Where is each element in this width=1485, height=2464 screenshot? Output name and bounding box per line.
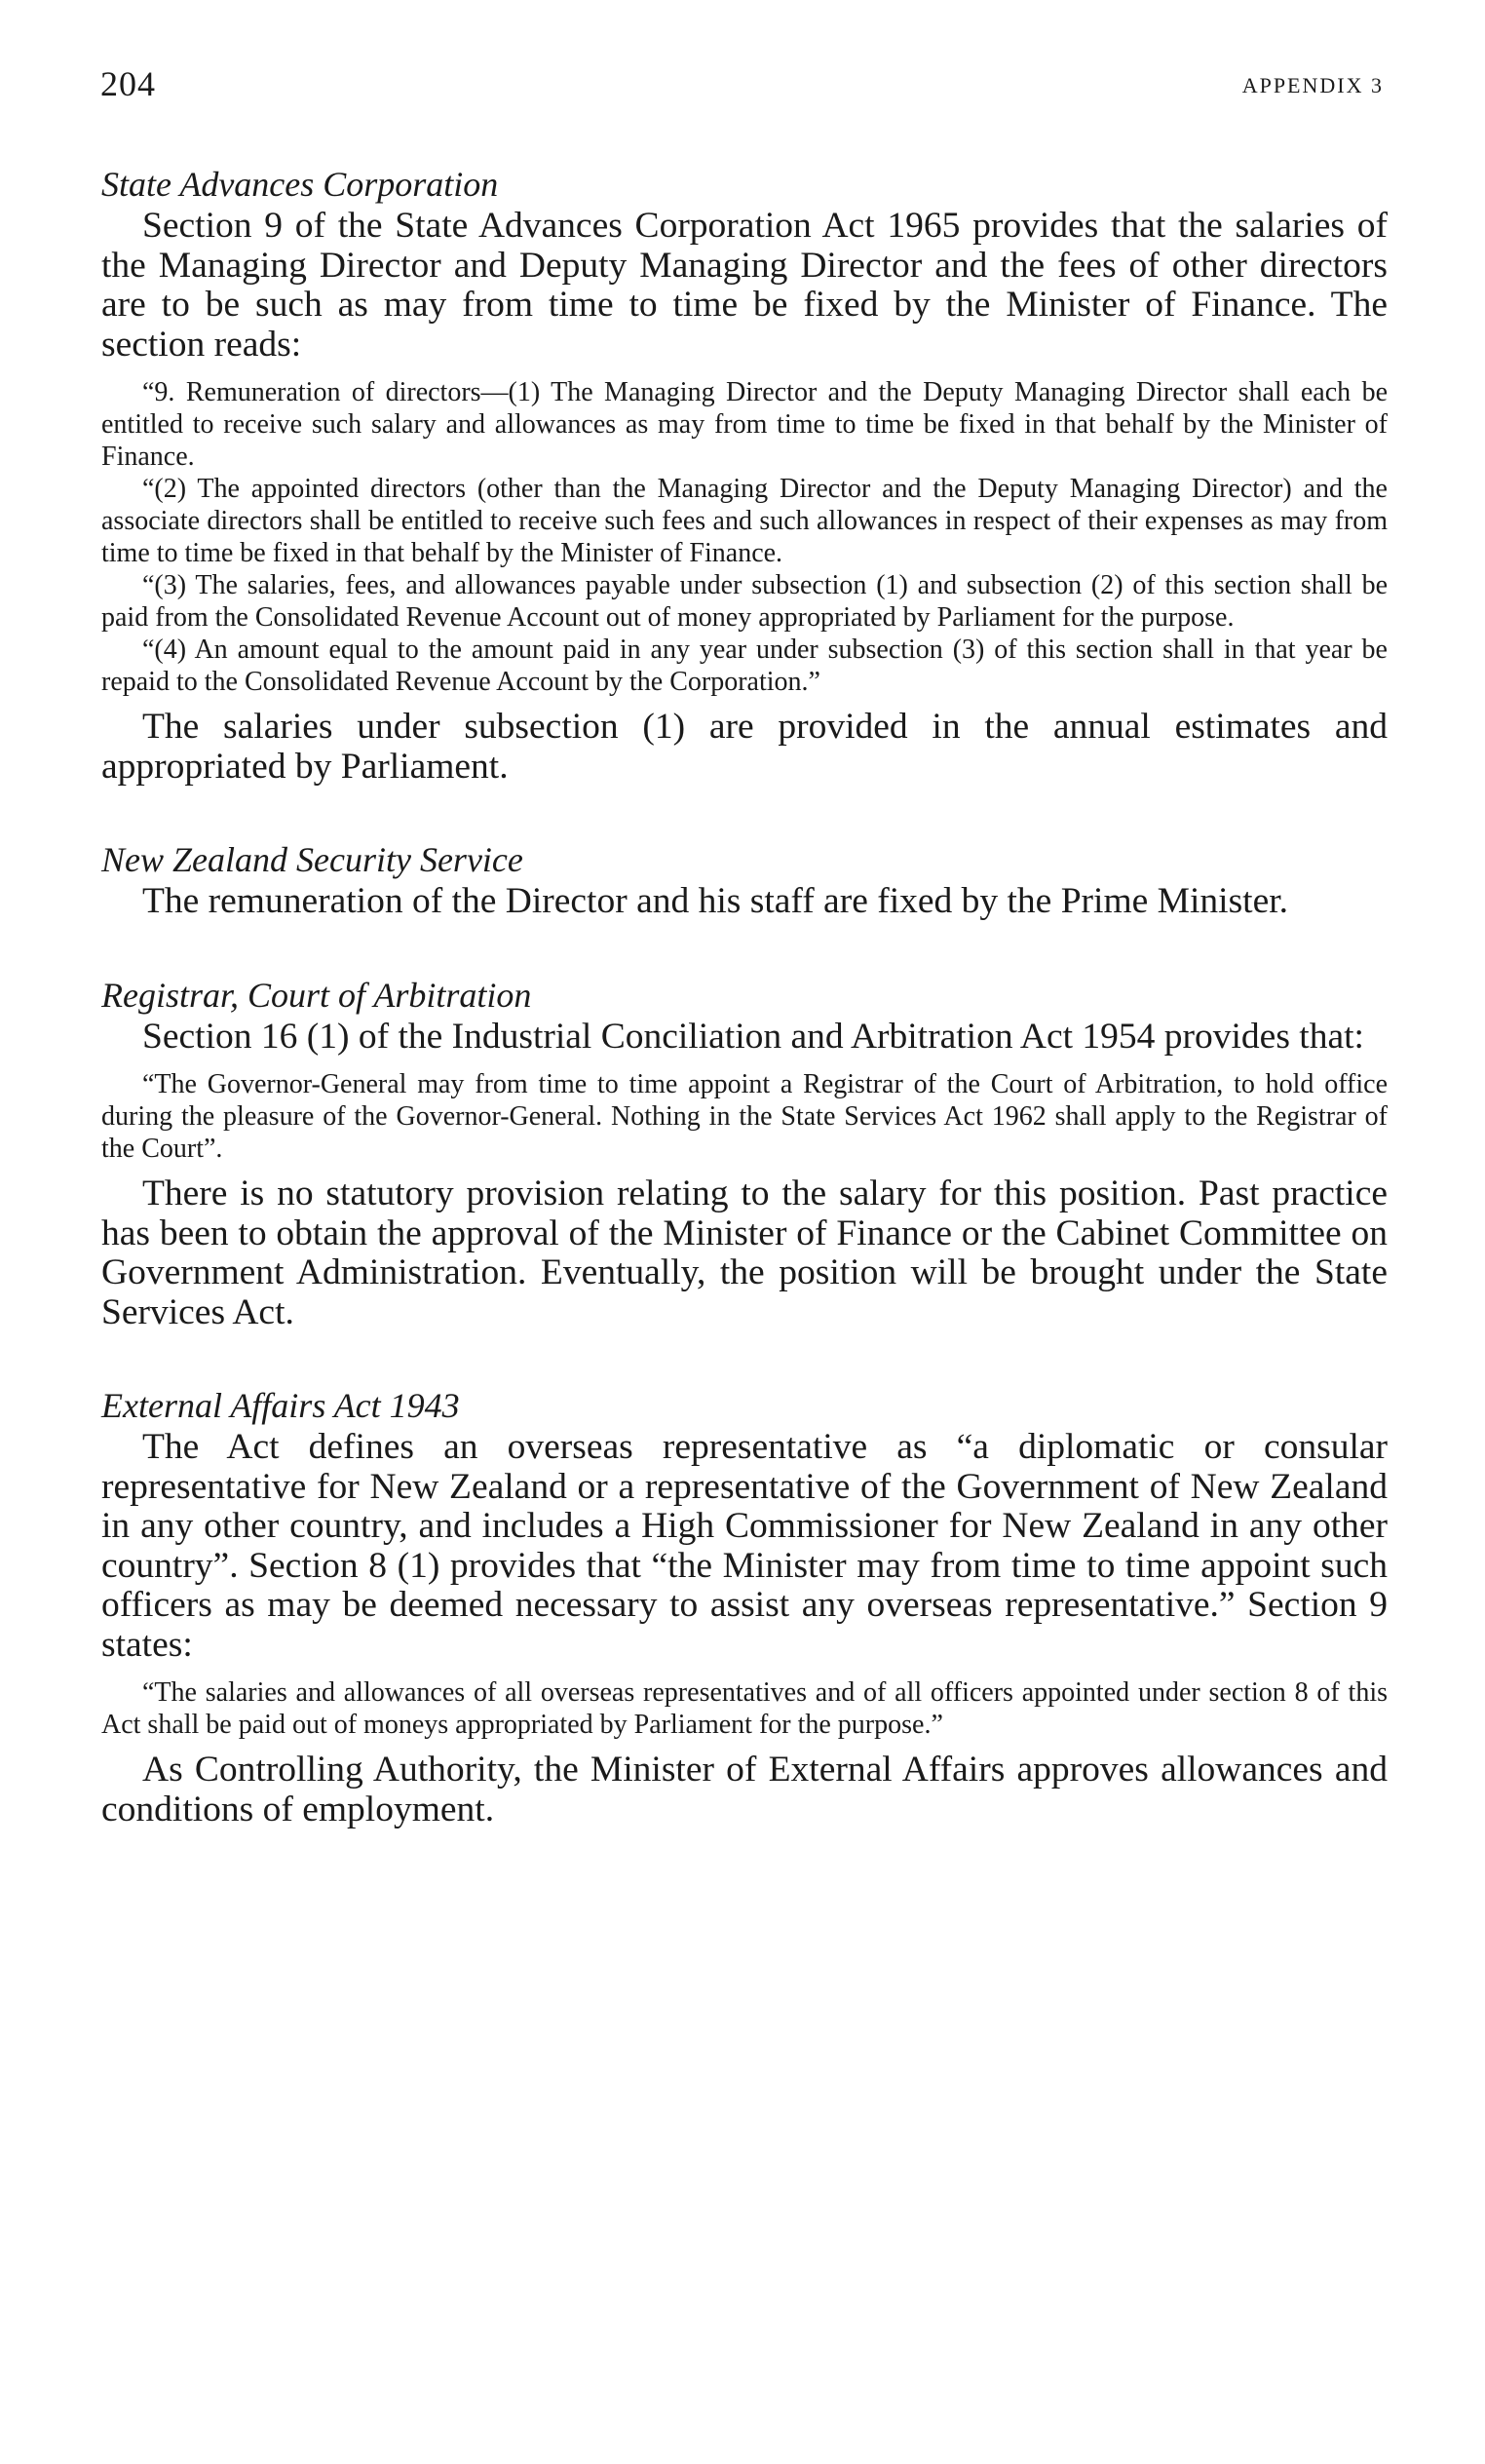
quoted-statute	[101, 1068, 1388, 1165]
body-paragraph: Section 9 of the State Advances Corporation Act 1965 provides that the salaries of the Managing Director and Deputy Managing Director and the fees of other directors are to be such as may from time to time be fixed by the Minister of Finance. The section reads:	[101, 206, 1388, 365]
quote-paragraph: “9. Remuneration of directors—(1) The Managing Director and the Deputy Managing Director shall each be entitled to receive such salary and allowances as may from time to time be fixed in that behalf by the Minister of Finance.	[101, 377, 1388, 472]
section-external-affairs-act	[101, 1385, 1388, 1829]
body-paragraph: As Controlling Authority, the Minister of External Affairs approves allowances and conditions of employment.	[101, 1750, 1388, 1829]
section-heading: State Advances Corporation	[101, 165, 499, 204]
body-paragraph: The Act defines an overseas representative as “a diplomatic or consular representative for New Zealand or a representative of the Government of New Zealand in any other country, and includes a High Commissioner for New Zealand in any other country”. Section 8 (1) provides that “the Minister may from time to time appoint such officers as may be deemed necessary to assist any overseas representative.” Section 9 states:	[101, 1427, 1388, 1665]
quote-paragraph: “The salaries and allowances of all overseas representatives and of all officers appointed under section 8 of this Act shall be paid out of moneys appropriated by Parliament for the purpose.”	[101, 1677, 1388, 1740]
section-spacer	[101, 922, 1388, 975]
quote-paragraph: “(2) The appointed directors (other than the Managing Director and the Deputy Managing Director) and the associate directors shall be entitled to receive such fees and such allowances in respect of their expenses as may from time to time be fixed in that behalf by the Minister of Finance.	[101, 474, 1388, 568]
page-content	[101, 164, 1388, 1829]
section-state-advances-corporation	[101, 164, 1388, 787]
quote-paragraph: “(4) An amount equal to the amount paid in any year under subsection (3) of this section shall in that year be repaid to the Consolidated Revenue Account by the Corporation.”	[101, 635, 1388, 697]
page-number: 204	[100, 64, 156, 103]
section-spacer	[101, 1332, 1388, 1385]
body-paragraph: The remuneration of the Director and his staff are fixed by the Prime Minister.	[142, 881, 1289, 921]
body-paragraph: The salaries under subsection (1) are provided in the annual estimates and appropriated by Parliament.	[101, 707, 1388, 787]
running-head: APPENDIX 3	[1241, 73, 1384, 97]
section-spacer	[101, 787, 1388, 839]
section-heading: New Zealand Security Service	[101, 840, 523, 879]
quoted-statute	[101, 1676, 1388, 1741]
body-paragraph: Section 16 (1) of the Industrial Conciliation and Arbitration Act 1954 provides that:	[142, 1016, 1364, 1057]
body-paragraph: There is no statutory provision relating to the salary for this position. Past practice has been to obtain the approval of the Minister of Finance or the Cabinet Committee on Government Administration. Eventually, the position will be brought under the State Services Act.	[101, 1174, 1388, 1332]
section-heading: External Affairs Act 1943	[101, 1386, 460, 1425]
quoted-statute	[101, 376, 1388, 698]
quote-paragraph: “(3) The salaries, fees, and allowances payable under subsection (1) and subsection (2) of this section shall be paid from the Consolidated Revenue Account out of money appropriated by Parliament for the purpose.	[101, 570, 1388, 633]
quote-paragraph: “The Governor-General may from time to time appoint a Registrar of the Court of Arbitration, to hold office during the pleasure of the Governor-General. Nothing in the State Services Act 1962 shall apply to the Registrar of the Court”.	[101, 1069, 1388, 1164]
section-registrar-court-of-arbitration	[101, 975, 1388, 1333]
section-heading: Registrar, Court of Arbitration	[101, 975, 532, 1015]
section-nz-security-service	[101, 839, 1388, 922]
